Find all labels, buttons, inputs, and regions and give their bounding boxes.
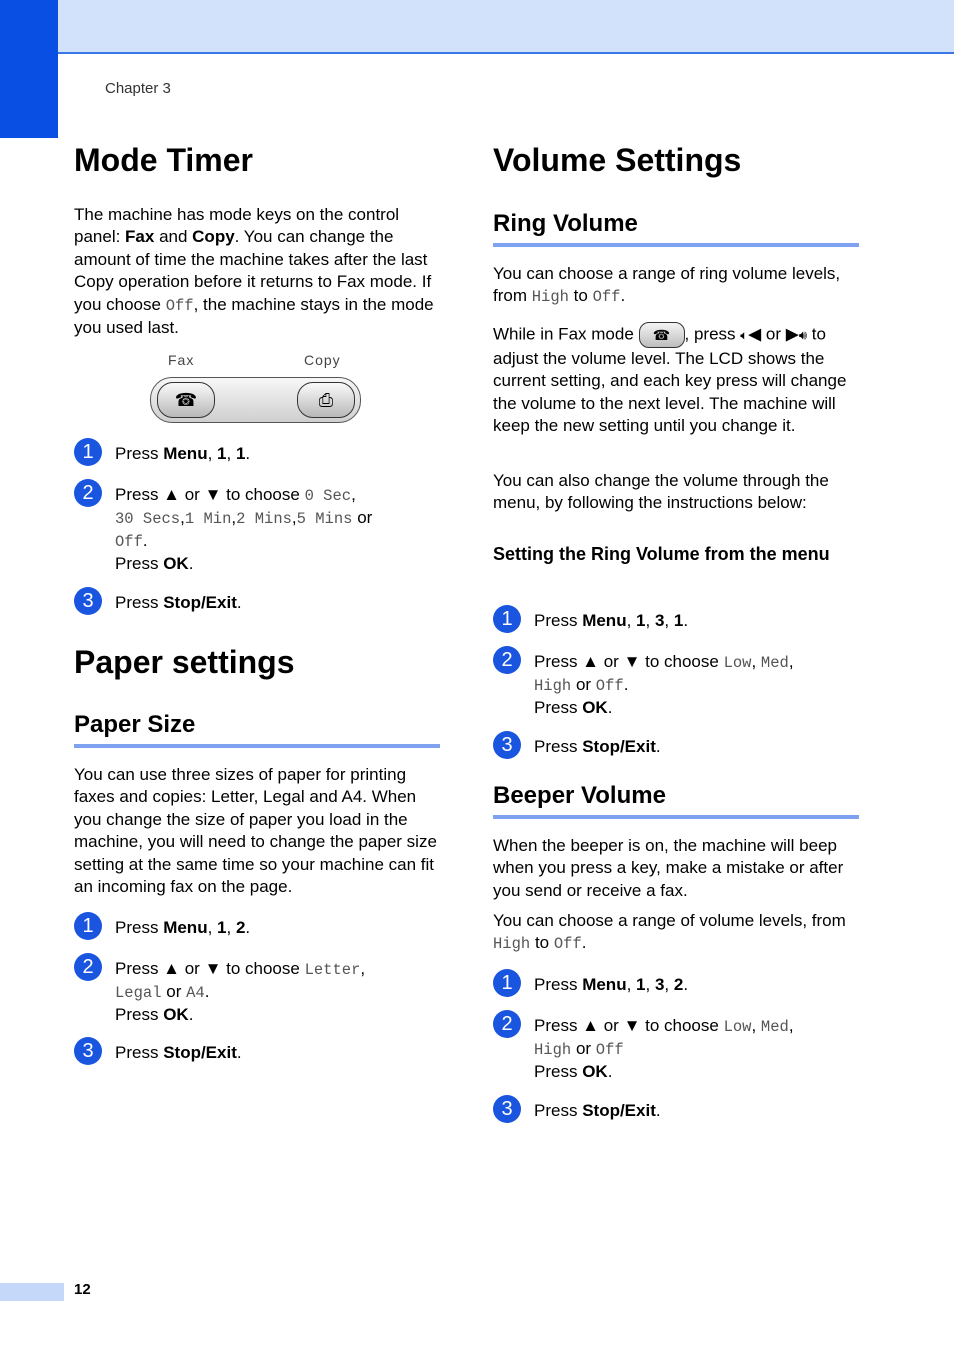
key-name: 1 bbox=[636, 975, 646, 994]
text-run: Press bbox=[115, 918, 164, 937]
text-run: . bbox=[683, 975, 689, 994]
menu-value: Legal bbox=[115, 984, 162, 1002]
paper-settings-section bbox=[74, 645, 444, 680]
key-name: Stop/Exit bbox=[582, 737, 656, 756]
text-run: , bbox=[180, 508, 185, 527]
key-name: Menu bbox=[163, 918, 208, 937]
text-run: , bbox=[626, 611, 637, 630]
ring-menu-title: Setting the Ring Volume from the menu bbox=[493, 544, 830, 564]
ring-para-a: While in Fax mode bbox=[493, 324, 634, 344]
text-run: or bbox=[571, 675, 596, 694]
fax-mode-key[interactable] bbox=[639, 322, 685, 348]
step-text bbox=[534, 651, 904, 719]
text-run: . bbox=[620, 286, 626, 306]
paper-size-heading bbox=[74, 712, 440, 748]
key-name: 1 bbox=[636, 611, 646, 630]
chapter-tab bbox=[0, 0, 58, 138]
text-run: . You can change the amount of time the machine takes after the last Copy operation before it returns to Fax mode. If you choose bbox=[74, 227, 432, 314]
speaker-high-icon: 🔊︎ bbox=[798, 327, 808, 343]
text-run: , bbox=[291, 508, 297, 527]
text-run: , bbox=[788, 652, 794, 671]
text-run: , bbox=[207, 918, 218, 937]
header-band bbox=[58, 0, 954, 54]
text-run: Press ▲ or ▼ to choose bbox=[115, 959, 305, 978]
text-run: Press bbox=[534, 698, 583, 717]
text-run: Press bbox=[115, 554, 164, 573]
menu-value: Low bbox=[723, 1018, 752, 1036]
copy-icon: ⎙ bbox=[318, 390, 334, 410]
text-run: . bbox=[236, 1043, 242, 1062]
step-text bbox=[534, 974, 904, 996]
text-run: Press bbox=[534, 975, 583, 994]
step-text bbox=[534, 610, 904, 632]
text-run: You can choose a range of ring volume levels, from bbox=[493, 264, 841, 306]
step-text bbox=[115, 484, 485, 575]
menu-value: Letter bbox=[304, 961, 361, 979]
paper-step-2 bbox=[74, 958, 485, 1026]
text-run: , bbox=[207, 444, 218, 463]
step-text bbox=[115, 1042, 485, 1064]
text-run: and bbox=[154, 227, 193, 247]
key-name: 1 bbox=[235, 444, 246, 463]
key-name: OK bbox=[163, 1005, 189, 1024]
key-name: 2 bbox=[673, 975, 684, 994]
menu-value: 0 Sec bbox=[304, 487, 352, 505]
menu-value: Off bbox=[115, 533, 143, 551]
text-run: , bbox=[351, 485, 356, 504]
step-text bbox=[115, 592, 485, 614]
volume-settings-section bbox=[493, 143, 863, 178]
text-run: . bbox=[142, 531, 148, 550]
mode-timer-intro bbox=[74, 204, 444, 339]
menu-value: Off bbox=[595, 1041, 624, 1059]
ring-volume-instructions bbox=[493, 322, 859, 438]
step-number-badge: 2 bbox=[74, 479, 102, 507]
text-run: or bbox=[352, 508, 373, 527]
text-run: Press bbox=[115, 444, 164, 463]
text-run: Press bbox=[115, 1005, 164, 1024]
text-run: The machine has mode keys on the control panel: bbox=[74, 205, 400, 247]
beeper-volume-heading bbox=[493, 783, 859, 819]
mode-key-panel bbox=[150, 377, 361, 423]
key-name: Copy bbox=[192, 227, 235, 247]
key-name: OK bbox=[582, 698, 608, 717]
beeper-volume-intro: When the beeper is on, the machine will beep when you press a key, make a mistake or after you send or receive a fax. bbox=[493, 836, 844, 900]
copy-key-label: Copy bbox=[304, 352, 341, 368]
text-run: , bbox=[226, 444, 236, 463]
beeper-volume-title: Beeper Volume bbox=[493, 783, 859, 819]
menu-value: High bbox=[493, 935, 531, 954]
step-number-badge: 1 bbox=[74, 438, 102, 466]
text-run: . bbox=[581, 933, 587, 953]
mode-timer-title: Mode Timer bbox=[74, 142, 253, 178]
text-run: , bbox=[626, 975, 637, 994]
ring-volume-heading bbox=[493, 211, 859, 247]
step-number-badge: 3 bbox=[74, 587, 102, 615]
text-run: to bbox=[568, 286, 593, 306]
text-run: . bbox=[655, 1101, 661, 1120]
ring-para-d: to adjust the volume level. The LCD shows the current setting, and each key press will change the volume to the next level. The machine will keep the new setting until you change it. bbox=[493, 324, 847, 436]
key-name: 3 bbox=[654, 611, 665, 630]
text-run: , bbox=[788, 1016, 794, 1035]
step-text bbox=[534, 1100, 904, 1122]
text-run: . bbox=[607, 698, 613, 717]
text-run: You can choose a range of volume levels, from bbox=[493, 911, 846, 930]
text-run: . bbox=[188, 554, 194, 573]
step-number-badge: 2 bbox=[74, 953, 102, 981]
key-name: Menu bbox=[582, 975, 627, 994]
step-number-badge: 1 bbox=[74, 912, 102, 940]
beeper-volume-range bbox=[493, 910, 859, 956]
text-run: or bbox=[571, 1039, 596, 1058]
text-run: , bbox=[751, 1016, 761, 1035]
beeper-step-1 bbox=[493, 974, 904, 996]
speaker-low-icon: 🔈︎ bbox=[740, 327, 749, 343]
text-run: . bbox=[204, 982, 210, 1001]
mode-timer-step-2 bbox=[74, 484, 485, 575]
text-run: . bbox=[236, 593, 242, 612]
mode-timer-section bbox=[74, 143, 444, 178]
fax-key[interactable] bbox=[157, 382, 215, 418]
text-run: Press ▲ or ▼ to choose bbox=[534, 1016, 724, 1035]
menu-value: Med bbox=[760, 1018, 789, 1036]
menu-value: High bbox=[531, 288, 569, 307]
text-run: Press bbox=[115, 593, 164, 612]
beeper-step-2 bbox=[493, 1015, 904, 1083]
page-number: 12 bbox=[74, 1281, 91, 1298]
menu-value: Low bbox=[723, 654, 752, 672]
step-text bbox=[534, 736, 904, 758]
text-run: Press bbox=[534, 1062, 583, 1081]
step-number-badge: 3 bbox=[74, 1037, 102, 1065]
step-text bbox=[115, 917, 485, 939]
key-name: Stop/Exit bbox=[163, 1043, 237, 1062]
ring-volume-menu-intro: You can also change the volume through the menu, by following the instructions below: bbox=[493, 471, 829, 513]
menu-value: 2 Mins bbox=[236, 510, 292, 528]
key-name: 1 bbox=[673, 611, 684, 630]
text-run: Press ▲ or ▼ to choose bbox=[115, 485, 305, 504]
text-run: , the machine stays in the mode you used last. bbox=[74, 294, 434, 338]
ring-para-b: , press bbox=[684, 324, 736, 344]
key-name: Menu bbox=[163, 444, 208, 463]
menu-value: High bbox=[534, 1041, 572, 1059]
menu-value: A4 bbox=[186, 984, 205, 1002]
text-run: Press bbox=[534, 737, 583, 756]
ring-menu-heading bbox=[493, 543, 833, 566]
mode-timer-step-1 bbox=[74, 443, 485, 465]
step-number-badge: 3 bbox=[493, 731, 521, 759]
text-run: . bbox=[683, 611, 689, 630]
menu-value: 1 Min bbox=[184, 510, 232, 528]
menu-value: Med bbox=[760, 654, 789, 672]
ring-step-3 bbox=[493, 736, 904, 758]
fax-icon: ☎ bbox=[652, 327, 671, 343]
text-run: , bbox=[226, 918, 236, 937]
text-run: , bbox=[664, 611, 674, 630]
menu-value: High bbox=[534, 677, 572, 695]
ring-para-c: or bbox=[765, 324, 782, 344]
ring-step-2 bbox=[493, 651, 904, 719]
text-run: , bbox=[360, 959, 366, 978]
step-text bbox=[115, 443, 485, 465]
step-text bbox=[534, 1015, 904, 1083]
step-number-badge: 2 bbox=[493, 646, 521, 674]
text-run: or bbox=[161, 982, 187, 1001]
menu-value: Off bbox=[592, 288, 621, 307]
volume-settings-title: Volume Settings bbox=[493, 142, 742, 178]
key-name: 1 bbox=[217, 918, 227, 937]
key-name: Fax bbox=[125, 227, 155, 247]
text-run: Press bbox=[534, 611, 583, 630]
key-name: 3 bbox=[654, 975, 665, 994]
text-run: Press bbox=[115, 1043, 164, 1062]
text-run: . bbox=[188, 1005, 194, 1024]
text-run: , bbox=[645, 611, 655, 630]
step-number-badge: 3 bbox=[493, 1095, 521, 1123]
text-run: . bbox=[655, 737, 661, 756]
text-run: , bbox=[751, 652, 761, 671]
step-number-badge: 1 bbox=[493, 969, 521, 997]
copy-key[interactable] bbox=[297, 382, 355, 418]
key-name: Stop/Exit bbox=[163, 593, 237, 612]
text-run: , bbox=[664, 975, 674, 994]
text-run: . bbox=[245, 444, 251, 463]
fax-key-label: Fax bbox=[168, 352, 195, 368]
text-run: to bbox=[530, 933, 554, 953]
right-arrow-icon: ▶ bbox=[785, 324, 799, 344]
menu-value: 5 Mins bbox=[296, 510, 353, 528]
step-text bbox=[115, 958, 485, 1026]
key-name: 1 bbox=[217, 444, 227, 463]
key-name: Stop/Exit bbox=[582, 1101, 656, 1120]
text-run: Press bbox=[534, 1101, 583, 1120]
text-run: . bbox=[623, 675, 629, 694]
text-run: . bbox=[607, 1062, 613, 1081]
text-run: , bbox=[645, 975, 655, 994]
mode-timer-step-3 bbox=[74, 592, 485, 614]
step-number-badge: 2 bbox=[493, 1010, 521, 1038]
menu-value: 30 Secs bbox=[115, 510, 181, 528]
paper-settings-title: Paper settings bbox=[74, 644, 295, 680]
step-number-badge: 1 bbox=[493, 605, 521, 633]
text-run: Press ▲ or ▼ to choose bbox=[534, 652, 724, 671]
footer-band bbox=[0, 1283, 64, 1301]
menu-value: Off bbox=[165, 296, 194, 315]
text-run: . bbox=[245, 918, 251, 937]
key-name: 2 bbox=[235, 918, 246, 937]
ring-step-1 bbox=[493, 610, 904, 632]
ring-volume-intro bbox=[493, 263, 863, 309]
beeper-step-3 bbox=[493, 1100, 904, 1122]
menu-value: Off bbox=[553, 935, 582, 954]
fax-icon: ☎ bbox=[174, 390, 198, 410]
left-arrow-icon: ◀ bbox=[748, 324, 762, 344]
paper-step-1 bbox=[74, 917, 485, 939]
ring-volume-title: Ring Volume bbox=[493, 211, 859, 247]
menu-value: Off bbox=[595, 677, 624, 695]
paper-size-intro: You can use three sizes of paper for printing faxes and copies: Letter, Legal and A4. When you change the size of paper you load in the machine, you will need to change the paper size setting at the same time so your machine can fit an incoming fax on the page. bbox=[74, 765, 437, 897]
paper-size-title: Paper Size bbox=[74, 712, 440, 748]
mode-keys-illustration bbox=[150, 352, 365, 424]
chapter-label: Chapter 3 bbox=[105, 80, 171, 97]
text-run: , bbox=[231, 508, 237, 527]
paper-step-3 bbox=[74, 1042, 485, 1064]
key-name: Menu bbox=[582, 611, 627, 630]
key-name: OK bbox=[163, 554, 189, 573]
key-name: OK bbox=[582, 1062, 608, 1081]
